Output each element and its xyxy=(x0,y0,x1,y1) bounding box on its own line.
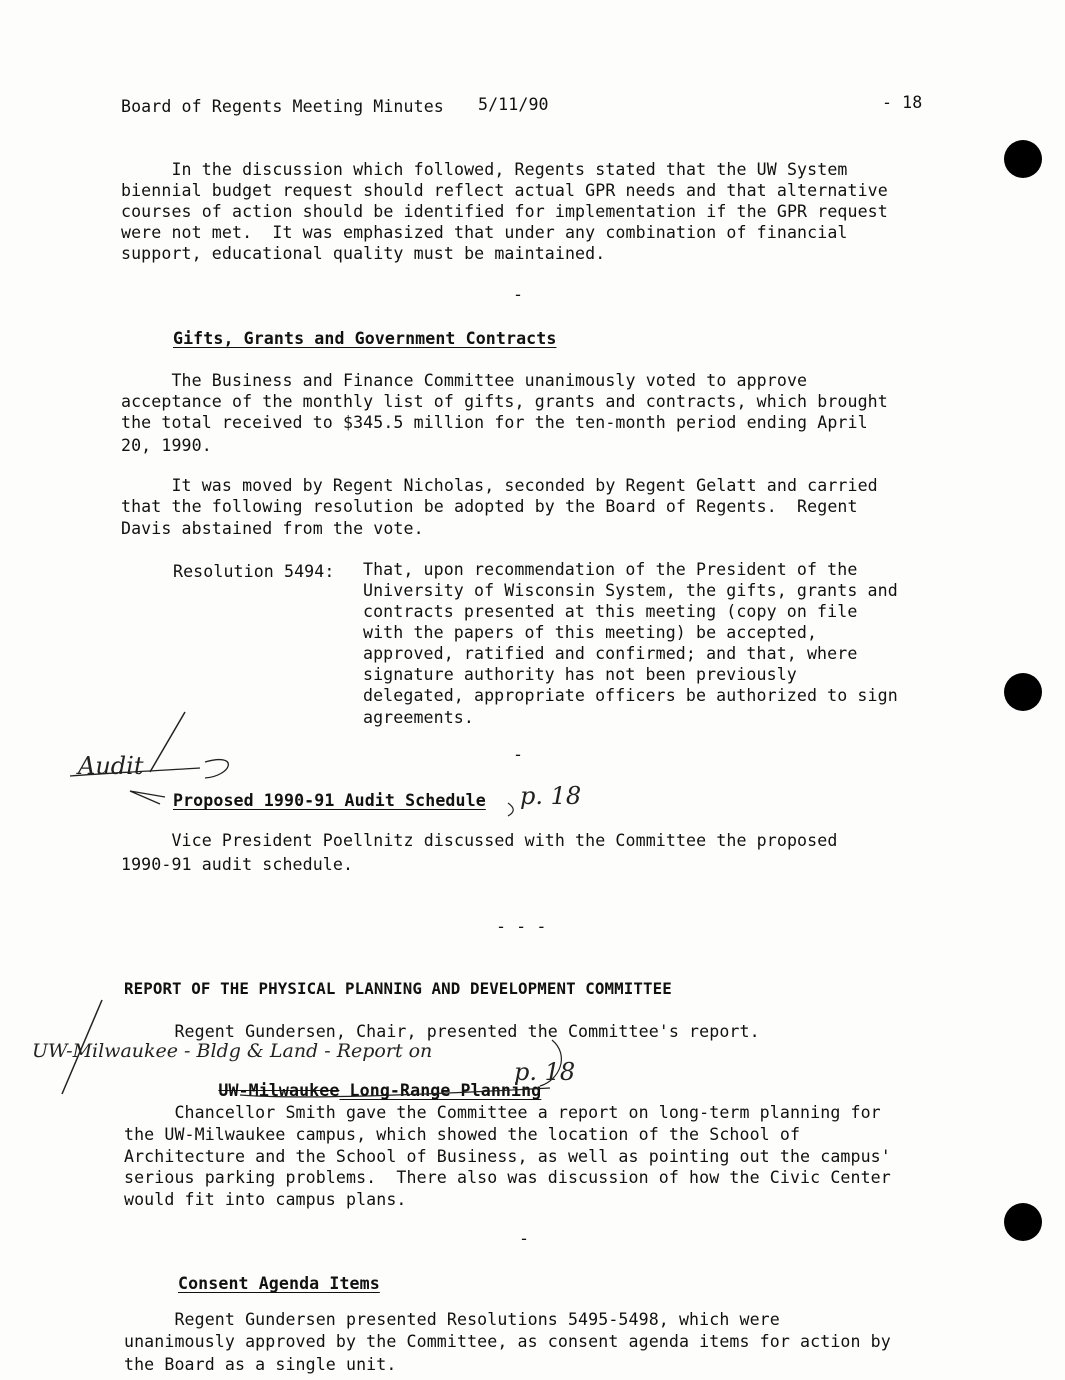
physical-planning-heading: REPORT OF THE PHYSICAL PLANNING AND DEVELOPMENT COMMITTEE xyxy=(124,979,672,998)
paragraph-line: support, educational quality must be maintained. xyxy=(121,244,606,263)
paragraph-line: the UW-Milwaukee campus, which showed the location of the School of xyxy=(124,1125,801,1144)
paragraph-line: the total received to $345.5 million for the ten-month period ending April xyxy=(121,413,868,432)
handwritten-insert: UW-Milwaukee - Bldg & Land - Report on xyxy=(32,1040,433,1062)
resolution-line: approved, ratified and confirmed; and that, where xyxy=(363,644,858,663)
paragraph-line: 20, 1990. xyxy=(121,436,212,455)
paragraph-line: Regent Gundersen presented Resolutions 5495-5498, which were xyxy=(124,1310,780,1329)
subheading-struck: UW-Milwaukee xyxy=(218,1081,340,1100)
paragraph-line: Vice President Poellnitz discussed with the Committee the proposed xyxy=(121,831,838,850)
resolution-label: Resolution 5494: xyxy=(173,562,335,581)
section-separator-triple: - - - xyxy=(496,917,547,936)
section-separator: - xyxy=(519,1229,530,1248)
audit-heading: Proposed 1990-91 Audit Schedule xyxy=(173,791,486,810)
pen-check-mark xyxy=(150,712,185,772)
header-date: 5/11/90 xyxy=(478,95,549,114)
handwritten-page-ref: p. 18 xyxy=(514,1058,576,1086)
section-separator: - xyxy=(513,745,524,764)
handwritten-margin-note: Audit xyxy=(78,752,144,780)
paragraph-line: unanimously approved by the Committee, as consent agenda items for action by xyxy=(124,1332,891,1351)
page-number: - 18 xyxy=(882,93,923,112)
paragraph-line: would fit into campus plans. xyxy=(124,1190,407,1209)
paragraph-line: The Business and Finance Committee unanimously voted to approve xyxy=(121,371,808,390)
pen-swoop xyxy=(240,1088,550,1097)
paragraph-line: In the discussion which followed, Regents stated that the UW System xyxy=(121,160,848,179)
pen-paren xyxy=(540,1040,561,1086)
paragraph-line: biennial budget request should reflect actual GPR needs and that alternative xyxy=(121,181,888,200)
paragraph-line: It was moved by Regent Nicholas, seconded by Regent Gelatt and carried xyxy=(121,476,878,495)
paragraph-line: the Board as a single unit. xyxy=(124,1355,397,1374)
resolution-line: University of Wisconsin System, the gifts, grants and xyxy=(363,581,898,600)
resolution-line: delegated, appropriate officers be authorized to sign xyxy=(363,686,898,705)
paragraph-line: 1990-91 audit schedule. xyxy=(121,855,354,874)
section-separator: - xyxy=(513,285,524,304)
paragraph-line: acceptance of the monthly list of gifts, grants and contracts, which brought xyxy=(121,392,888,411)
pen-paren xyxy=(508,803,513,816)
physical-planning-intro: Regent Gundersen, Chair, presented the Committee's report. xyxy=(124,1022,760,1041)
paragraph-line: that the following resolution be adopted by the Board of Regents. Regent xyxy=(121,497,858,516)
paragraph-line: were not met. It was emphasized that under any combination of financial xyxy=(121,223,848,242)
header-title: Board of Regents Meeting Minutes xyxy=(121,97,444,116)
resolution-line: with the papers of this meeting) be accepted, xyxy=(363,623,818,642)
paragraph-line: serious parking problems. There also was discussion of how the Civic Center xyxy=(124,1168,891,1187)
gifts-heading: Gifts, Grants and Government Contracts xyxy=(173,329,557,348)
paragraph-line: Davis abstained from the vote. xyxy=(121,519,424,538)
subheading-rest: Long-Range Planning xyxy=(339,1081,542,1100)
pen-bracket xyxy=(205,760,228,778)
consent-heading: Consent Agenda Items xyxy=(178,1274,380,1293)
resolution-line: contracts presented at this meeting (copy on file xyxy=(363,602,858,621)
resolution-line: That, upon recommendation of the President of the xyxy=(363,560,858,579)
paragraph-line: courses of action should be identified for implementation if the GPR request xyxy=(121,202,888,221)
pen-underline-margin xyxy=(70,768,200,776)
resolution-line: agreements. xyxy=(363,708,474,727)
pen-slash-mark xyxy=(62,1000,102,1094)
resolution-line: signature authority has not been previously xyxy=(363,665,797,684)
paragraph-line: Chancellor Smith gave the Committee a report on long-term planning for xyxy=(124,1103,881,1122)
paragraph-line: Architecture and the School of Business, as well as pointing out the campus' xyxy=(124,1147,891,1166)
pen-arrow xyxy=(130,791,165,804)
handwritten-page-ref: p. 18 xyxy=(520,782,582,810)
